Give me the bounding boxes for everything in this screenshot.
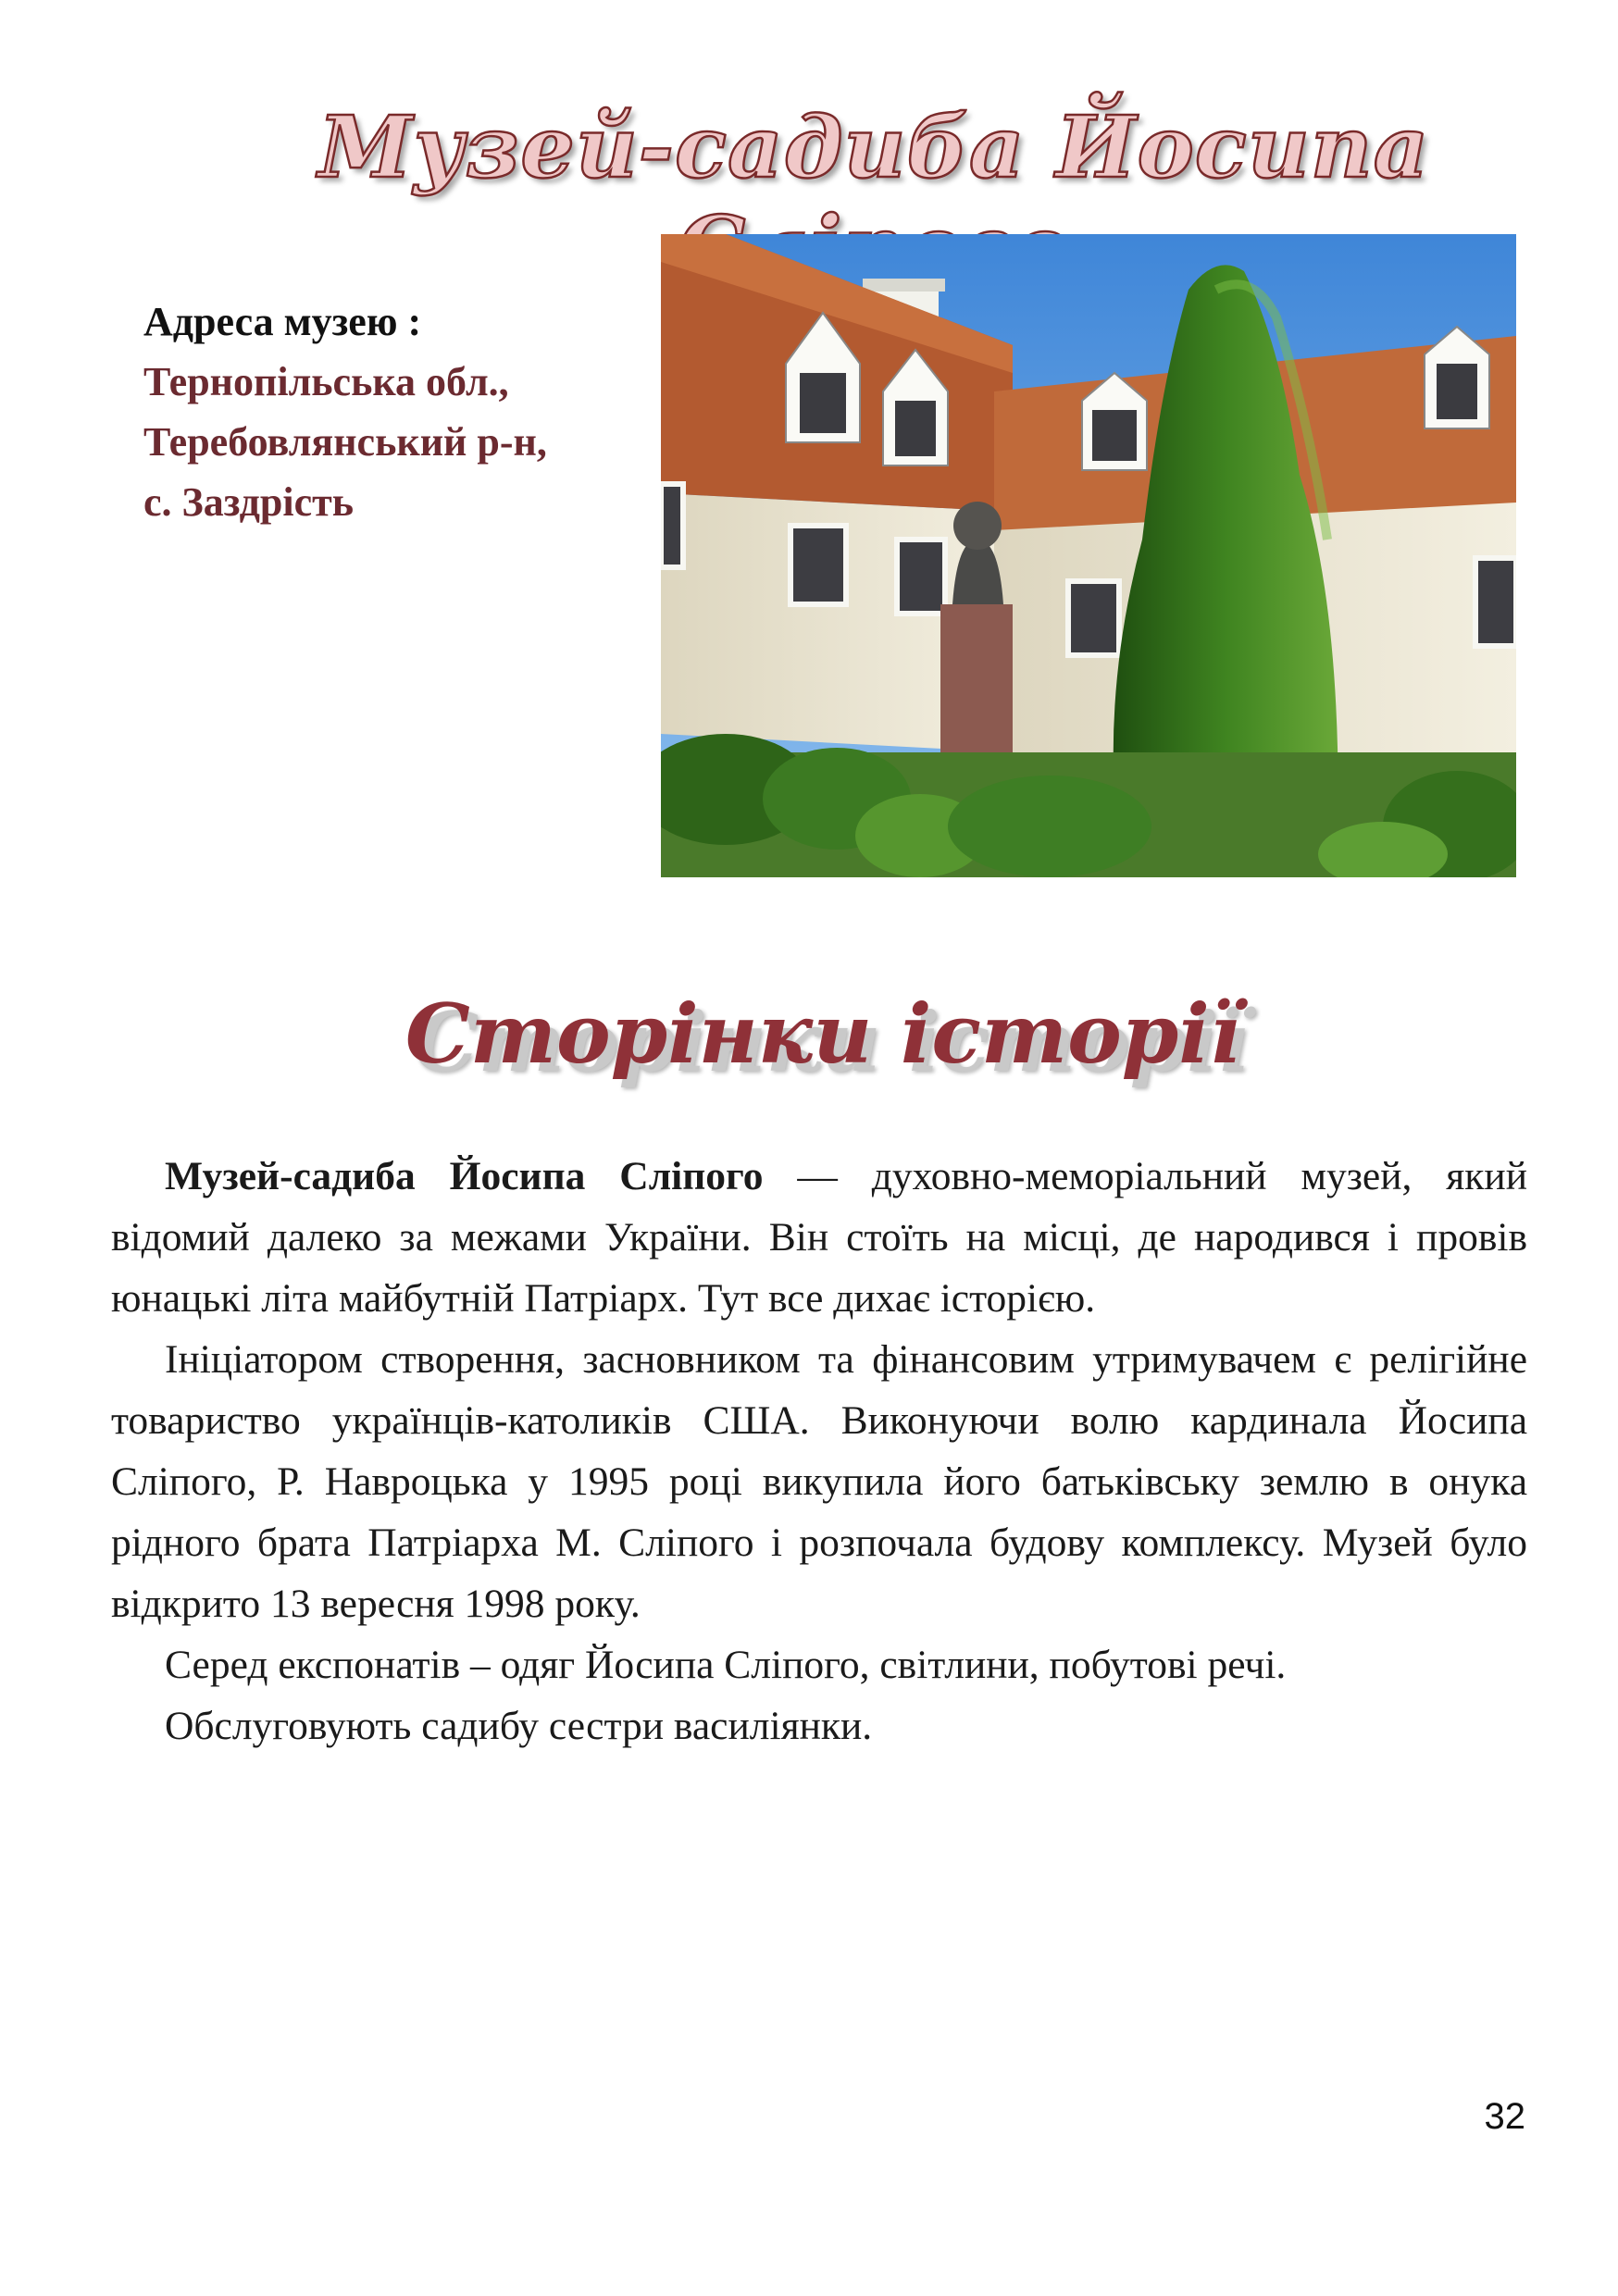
address-line: Теребовлянський р-н, [143, 419, 547, 465]
museum-photo [661, 234, 1516, 877]
address-line: с. Заздрість [143, 479, 355, 525]
paragraph-text: Серед експонатів – одяг Йосипа Сліпого, світлини, побутові речі. [165, 1643, 1287, 1687]
paragraph [111, 1695, 1527, 1756]
paragraph-lead: Музей-садиба Йосипа Сліпого [165, 1154, 764, 1198]
address-line: Тернопільська обл., [143, 359, 509, 404]
paragraph-text: Обслуговують садибу сестри василіянки. [165, 1704, 873, 1748]
paragraph [111, 1634, 1527, 1695]
paragraph [111, 1146, 1527, 1329]
page-number: 32 [1484, 2096, 1525, 2137]
article-body [111, 1146, 1527, 1756]
museum-address [143, 292, 662, 532]
paragraph-text: — духовно-меморіальний музей, який відомий далеко за межами України. Він стоїть на місці, де народився і провів юнацькі літа майбутній Патріарх. Тут все дихає історією. [111, 1154, 1527, 1321]
section-title: Сторінки історії [404, 986, 1241, 1082]
address-label: Адреса музею : [143, 299, 422, 344]
page-title: Музей-садиба Йосипа [317, 97, 1430, 197]
paragraph [111, 1329, 1527, 1634]
paragraph-text: Ініціатором створення, засновником та фінансовим утримувачем є релігійне товариство українців-католиків США. Виконуючи волю кардинала Йосипа Сліпого, Р. Навроцька у 1995 році викупила його батьківську землю в онука рідного брата Патріарха М. Сліпого і розпочала будову комплексу. Музей було відкрито 13 вересня 1998 року. [111, 1337, 1527, 1626]
